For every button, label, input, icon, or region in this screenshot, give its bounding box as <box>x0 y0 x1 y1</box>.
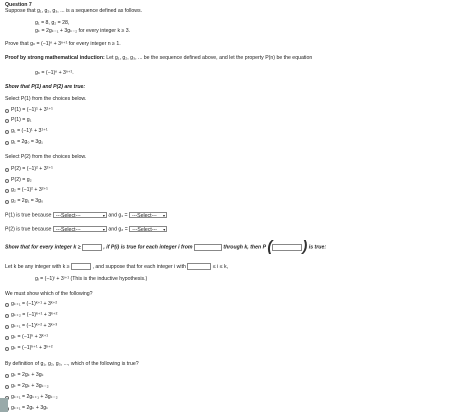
part2-heading-b: , if P(i) is true for each integer i from <box>103 244 193 251</box>
proof-text: Let g₁, g₂, g₃, ... be the sequence defined above, and let the property P(n) be the equation <box>106 55 313 61</box>
option-label: P(2) = g₂ <box>11 177 32 183</box>
p1-prompt: Select P(1) from the choices below. <box>5 96 87 102</box>
let-k-input[interactable] <box>71 263 91 270</box>
let-k-text: Let k be any integer with k ≥ <box>5 263 70 270</box>
p1-and-text: and g₁ = <box>108 212 128 219</box>
k-lower-bound-input[interactable] <box>82 244 102 251</box>
let-range-text: ≤ i ≤ k, <box>212 263 229 270</box>
left-paren: ( <box>267 238 273 255</box>
option-label: g₂ = 2g₁ = 3g₀ <box>11 198 44 204</box>
radio-button[interactable] <box>5 336 9 340</box>
question-title: Question 7 <box>5 2 32 8</box>
def-option-3[interactable] <box>5 394 58 401</box>
radio-button[interactable] <box>5 200 9 204</box>
proof-intro <box>5 55 312 62</box>
g2-value-select[interactable] <box>129 226 167 232</box>
radio-button[interactable] <box>5 347 9 351</box>
option-label: P(2) = (−1)² + 3²⁺¹ <box>11 166 53 172</box>
option-label: gₖ₊₂ = (−1)ᵏ⁺¹ + 3ᵏ⁺² <box>11 312 58 318</box>
def-option-2[interactable] <box>5 383 49 390</box>
part2-heading <box>5 238 327 255</box>
select-value: ---Select--- <box>55 213 81 219</box>
option-label: gₖ₊₁ = 2gₖ + 3gₖ <box>11 405 49 411</box>
option-label: g₁ = (−1)¹ + 3¹⁺¹ <box>11 128 48 134</box>
radio-button[interactable] <box>5 168 9 172</box>
property-equation: gₙ = (−1)ⁿ + 3ⁿ⁺¹. <box>35 70 74 76</box>
select-value: ---Select--- <box>55 227 81 233</box>
p1-true-text: P(1) is true because <box>5 212 52 219</box>
show-option-2[interactable] <box>5 312 57 319</box>
option-label: gₖ₊₁ = (−1)ᵏ⁺¹ + 3ᵏ⁺² <box>11 301 58 307</box>
option-label: g₂ = (−1)² + 3²⁺¹ <box>11 187 48 193</box>
definition-recurrence: gₖ = 2gₖ₋₁ + 3gₖ₋₂ for every integer k ≥ 3. <box>35 28 131 34</box>
question-intro: Suppose that g₁, g₂, g₃, ... is a sequence defined as follows. <box>5 8 143 14</box>
option-label: P(1) = (−1)¹ + 3¹⁺¹ <box>11 107 53 113</box>
p1-option-1[interactable] <box>5 107 53 114</box>
p2-reason-select[interactable] <box>53 226 107 232</box>
part2-heading-a: Show that for every integer k ≥ <box>5 244 81 251</box>
proof-heading: Proof by strong mathematical induction: <box>5 55 105 61</box>
radio-button[interactable] <box>5 325 9 329</box>
option-label: gₖ = (−1)ᵏ + 3ᵏ⁺¹ <box>11 334 49 340</box>
part1-heading: Show that P(1) and P(2) are true: <box>5 84 86 90</box>
option-label: gₖ = (−1)ᵏ⁺¹ + 3ᵏ⁺² <box>11 345 53 351</box>
chevron-down-icon: ▾ <box>163 227 166 232</box>
part2-heading-c: through k, then P <box>223 244 266 251</box>
let-suppose-text: , and suppose that for each integer i with <box>92 263 186 270</box>
radio-button[interactable] <box>5 179 9 183</box>
side-tab-handle[interactable] <box>0 398 8 412</box>
option-label: gₖ = 2gₖ + 3gₖ <box>11 372 44 378</box>
show-prompt: We must show which of the following? <box>5 291 93 297</box>
radio-button[interactable] <box>5 189 9 193</box>
p2-true-row <box>5 226 167 233</box>
chevron-down-icon: ▾ <box>102 227 105 232</box>
select-value: ---Select--- <box>131 213 157 219</box>
def-option-4[interactable] <box>5 405 48 412</box>
radio-button[interactable] <box>5 374 9 378</box>
prove-statement: Prove that gₙ = (−1)ⁿ + 3ⁿ⁺¹ for every integer n ≥ 1. <box>5 41 121 47</box>
let-i-lower-input[interactable] <box>187 263 211 270</box>
p2-option-3[interactable] <box>5 187 48 194</box>
p2-prompt: Select P(2) from the choices below. <box>5 154 87 160</box>
radio-button[interactable] <box>5 385 9 389</box>
p1-option-3[interactable] <box>5 128 48 135</box>
g1-value-select[interactable] <box>129 212 167 218</box>
p2-option-2[interactable] <box>5 177 32 184</box>
let-k-row <box>5 263 228 271</box>
option-label: gₖ = 2gₖ + 3gₖ₋₂ <box>11 383 49 389</box>
right-paren: ) <box>302 238 308 255</box>
show-option-4[interactable] <box>5 334 48 341</box>
option-label: gₖ₊₁ = (−1)ᵏ⁺² + 3ᵏ⁺³ <box>11 323 58 329</box>
p2-option-1[interactable] <box>5 166 53 173</box>
p1-option-2[interactable] <box>5 117 31 124</box>
option-label: P(1) = g₁ <box>11 117 32 123</box>
radio-button[interactable] <box>5 314 9 318</box>
show-option-1[interactable] <box>5 301 57 308</box>
show-option-5[interactable] <box>5 345 53 352</box>
i-start-input[interactable] <box>194 244 222 251</box>
def-prompt: By definition of g₁, g₂, g₃, ..., which of the following is true? <box>5 361 139 367</box>
select-value: ---Select--- <box>132 227 158 233</box>
option-label: g₁ = 2g₀ = 3g₁ <box>11 139 43 145</box>
def-option-1[interactable] <box>5 372 44 379</box>
radio-button[interactable] <box>5 303 9 307</box>
radio-button[interactable] <box>5 141 9 145</box>
p2-option-4[interactable] <box>5 198 43 205</box>
p2-true-text: P(2) is true because <box>5 226 52 233</box>
show-option-3[interactable] <box>5 323 57 330</box>
p1-option-4[interactable] <box>5 139 43 146</box>
radio-button[interactable] <box>5 119 9 123</box>
chevron-down-icon: ▾ <box>162 213 165 218</box>
chevron-down-icon: ▾ <box>102 213 105 218</box>
definition-initial: g₁ = 8, g₂ = 28, <box>35 20 70 26</box>
radio-button[interactable] <box>5 130 9 134</box>
option-label: gₖ₊₁ = 2gₖ₊₁ + 3gₖ₋₂ <box>11 394 58 400</box>
radio-button[interactable] <box>5 109 9 113</box>
inductive-hypothesis: gᵢ = (−1)ⁱ + 3ⁱ⁺¹ (This is the inductive hypothesis.) <box>35 276 148 282</box>
p1-reason-select[interactable] <box>53 212 107 218</box>
p-argument-input[interactable] <box>272 244 302 251</box>
p2-and-text: and g₂ = <box>108 226 128 233</box>
p1-true-row <box>5 212 167 219</box>
part2-heading-d: is true: <box>308 244 327 251</box>
